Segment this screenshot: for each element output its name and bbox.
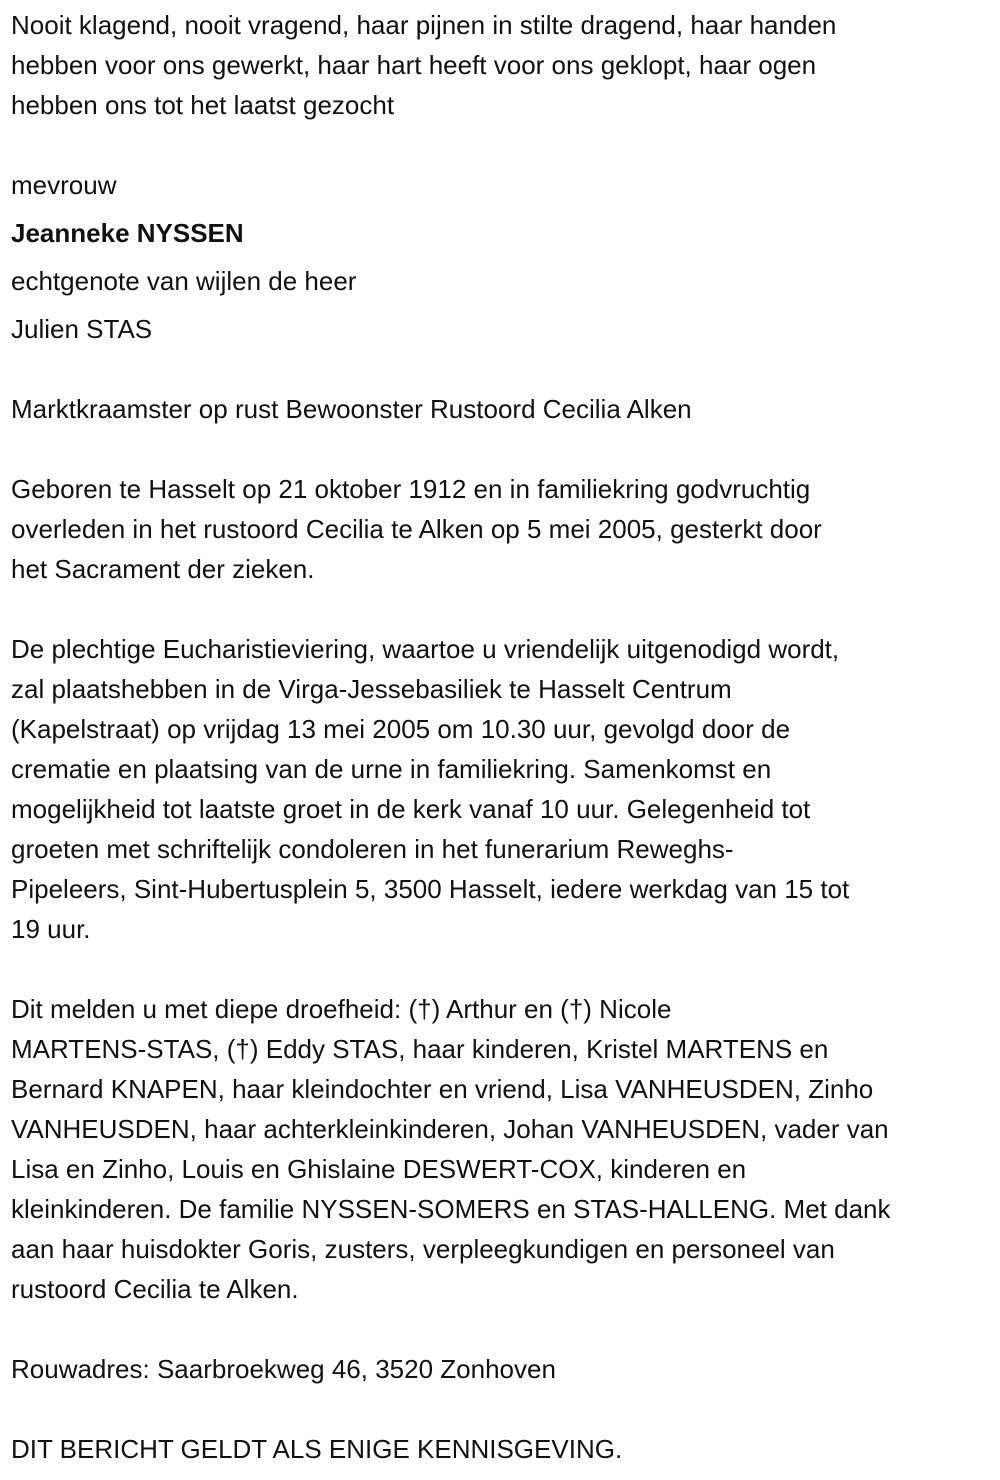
text-line: Lisa en Zinho, Louis en Ghislaine DESWERT-COX, kinderen en [11, 1154, 747, 1184]
text-line: crematie en plaatsing van de urne in familiekring. Samenkomst en [11, 754, 772, 784]
spouse-name: Julien STAS [11, 314, 153, 344]
text-line: het Sacrament der zieken. [11, 554, 315, 584]
text-line: VANHEUSDEN, haar achterkleinkinderen, Johan VANHEUSDEN, vader van [11, 1114, 889, 1144]
text-line: De plechtige Eucharistieviering, waartoe u vriendelijk uitgenodigd wordt, [11, 634, 840, 664]
text-line: Marktkraamster op rust Bewoonster Rustoord Cecilia Alken [11, 394, 692, 424]
text-line: kleinkinderen. De familie NYSSEN-SOMERS en STAS-HALLENG. Met dank [11, 1194, 891, 1224]
notice-paragraph [11, 1429, 1000, 1469]
birth-death-paragraph [11, 469, 1000, 589]
family-paragraph [11, 989, 1000, 1309]
honorific: mevrouw [11, 170, 117, 200]
text-line: DIT BERICHT GELDT ALS ENIGE KENNISGEVING. [11, 1434, 623, 1464]
text-line: Dit melden u met diepe droefheid: (†) Arthur en (†) Nicole [11, 994, 672, 1024]
ceremony-paragraph [11, 629, 1000, 949]
text-line: Bernard KNAPEN, haar kleindochter en vriend, Lisa VANHEUSDEN, Zinho [11, 1074, 874, 1104]
deceased-name: Jeanneke NYSSEN [11, 218, 244, 248]
deceased-block [11, 161, 1000, 353]
text-line: Pipeleers, Sint-Hubertusplein 5, 3500 Hasselt, iedere werkdag van 15 tot [11, 874, 850, 904]
text-line: hebben voor ons gewerkt, haar hart heeft voor ons geklopt, haar ogen [11, 50, 817, 80]
text-line: hebben ons tot het laatst gezocht [11, 90, 395, 120]
text-line: aan haar huisdokter Goris, zusters, verpleegkundigen en personeel van [11, 1234, 835, 1264]
occupation-paragraph [11, 389, 1000, 429]
text-line: Rouwadres: Saarbroekweg 46, 3520 Zonhoven [11, 1354, 556, 1384]
text-line: MARTENS-STAS, (†) Eddy STAS, haar kinderen, Kristel MARTENS en [11, 1034, 829, 1064]
text-line: zal plaatshebben in de Virga-Jessebasiliek te Hasselt Centrum [11, 674, 732, 704]
text-line: overleden in het rustoord Cecilia te Alken op 5 mei 2005, gesterkt door [11, 514, 822, 544]
relation-text: echtgenote van wijlen de heer [11, 266, 357, 296]
text-line: Geboren te Hasselt op 21 oktober 1912 en in familiekring godvruchtig [11, 474, 811, 504]
text-line: Nooit klagend, nooit vragend, haar pijnen in stilte dragend, haar handen [11, 10, 837, 40]
text-line: mogelijkheid tot laatste groet in de kerk vanaf 10 uur. Gelegenheid tot [11, 794, 811, 824]
poem-paragraph [11, 5, 1000, 125]
text-line: rustoord Cecilia te Alken. [11, 1274, 299, 1304]
text-line: groeten met schriftelijk condoleren in het funerarium Reweghs- [11, 834, 734, 864]
address-paragraph [11, 1349, 1000, 1389]
text-line: 19 uur. [11, 914, 91, 944]
text-line: (Kapelstraat) op vrijdag 13 mei 2005 om 10.30 uur, gevolgd door de [11, 714, 791, 744]
